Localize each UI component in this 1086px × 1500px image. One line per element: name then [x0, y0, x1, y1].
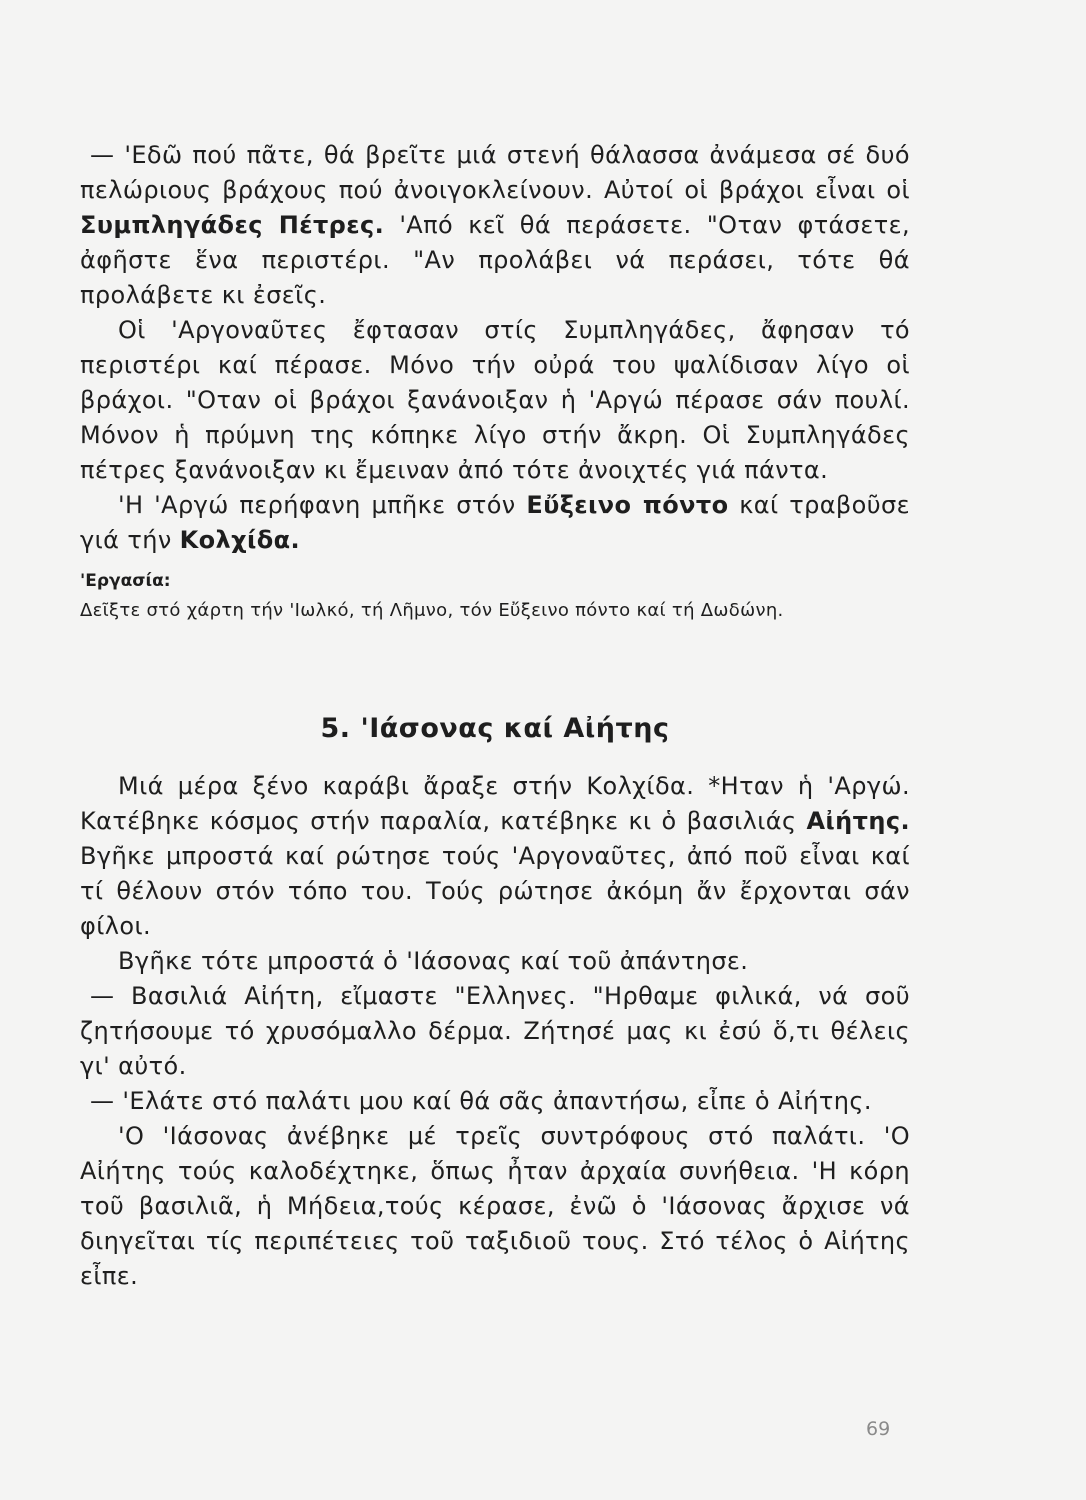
paragraph-dialogue-iason: — Βασιλιά Αἰήτη, εἴμαστε "Ελληνες. "Ηρθαμε φιλικά, νά σοῦ ζητήσουμε τό χρυσόμαλλο δέρμα. Ζήτησέ μας κι ἐσύ ὅ,τι θέλεις γι' αὐτό. [80, 982, 910, 1080]
paragraph-text: καί τραβοῦσε γιά τήν [80, 491, 911, 554]
paragraph-dialogue-aietes: — 'Ελάτε στό παλάτι μου καί θά σᾶς ἀπαντήσω, εἶπε ὁ Αἰήτης. [90, 1087, 872, 1115]
bold-term-aietes: Αἰήτης. [806, 807, 910, 835]
task-label: 'Εργασία: [80, 571, 171, 591]
paragraph-text: 'Από κεῖ θά περάσετε. "Οταν φτάσετε, ἀφῆστε ἕνα περιστέρι. "Αν προλάβει νά περάσει, τότε θά προλάβετε κι ἐσεῖς. [80, 211, 911, 309]
page-body [80, 138, 910, 1294]
paragraph-text: Μιά μέρα ξένο καράβι ἄραξε στήν Κολχίδα. *Ηταν ἡ 'Αργώ. Κατέβηκε κόσμος στήν παραλία, κατέβηκε κι ὁ βασιλιάς [80, 772, 910, 835]
paragraph-text: — 'Εδῶ πού πᾶτε, θά βρεῖτε μιά στενή θάλασσα ἀνάμεσα σέ δυό πελώριους βράχους πού ἀνοιγοκλείνουν. Αὐτοί οἱ βράχοι εἶναι οἱ [80, 141, 910, 204]
paragraph-text: 'Η 'Αργώ περήφανη μπῆκε στόν [118, 491, 516, 519]
bold-term-symplegades: Συμπληγάδες Πέτρες. [80, 211, 385, 239]
paragraph-palace: 'Ο 'Ιάσονας ἀνέβηκε μέ τρεῖς συντρόφους στό παλάτι. 'Ο Αἰήτης τούς καλοδέχτηκε, ὅπως ἦταν ἀρχαία συνήθεια. 'Η κόρη τοῦ βασιλιᾶ, ἡ Μήδεια,τούς κέρασε, ἐνῶ ὁ 'Ιάσονας ἄρχισε νά διηγεῖται τίς περιπέτειες τοῦ ταξιδιοῦ τους. Στό τέλος ὁ Αἰήτης εἶπε. [80, 1122, 910, 1290]
chapter-heading: 5. 'Ιάσονας καί Αἰήτης [320, 713, 670, 744]
paragraph-ship-arrives [80, 769, 910, 944]
paragraph-argonauts-pass: Οἱ 'Αργοναῦτες ἔφτασαν στίς Συμπληγάδες, ἄφησαν τό περιστέρι καί πέρασε. Μόνο τήν οὐρά του ψαλίδισαν λίγο οἱ βράχοι. "Οταν οἱ βράχοι ξανάνοιξαν ἡ 'Αργώ πέρασε σάν πουλί. Μόνον ἡ πρύμνη της κόπηκε λίγο στήν ἄκρη. Οἱ Συμπληγάδες πέτρες ξανάνοιξαν κι ἔμειναν ἀπό τότε ἀνοιχτές γιά πάντα. [80, 316, 910, 484]
bold-term-euxeinos: Εὔξεινο πόντο [526, 491, 729, 519]
page-number: 69 [866, 1418, 891, 1440]
bold-term-kolchida: Κολχίδα. [179, 526, 301, 554]
paragraph-iason-answers: Βγῆκε τότε μπροστά ὁ 'Ιάσονας καί τοῦ ἀπάντησε. [118, 947, 749, 975]
task-text: Δεῖξτε στό χάρτη τήν 'Ιωλκό, τή Λῆμνο, τόν Εὔξεινο πόντο καί τή Δωδώνη. [80, 600, 784, 621]
paragraph-dialogue-symplegades [80, 138, 910, 313]
paragraph-text: Βγῆκε μπροστά καί ρώτησε τούς 'Αργοναῦτες, ἀπό ποῦ εἶναι καί τί θέλουν στόν τόπο του. Τούς ρώτησε ἀκόμη ἄν ἔρχονται σάν φίλοι. [80, 842, 910, 940]
paragraph-argo-euxeinos [80, 488, 910, 558]
